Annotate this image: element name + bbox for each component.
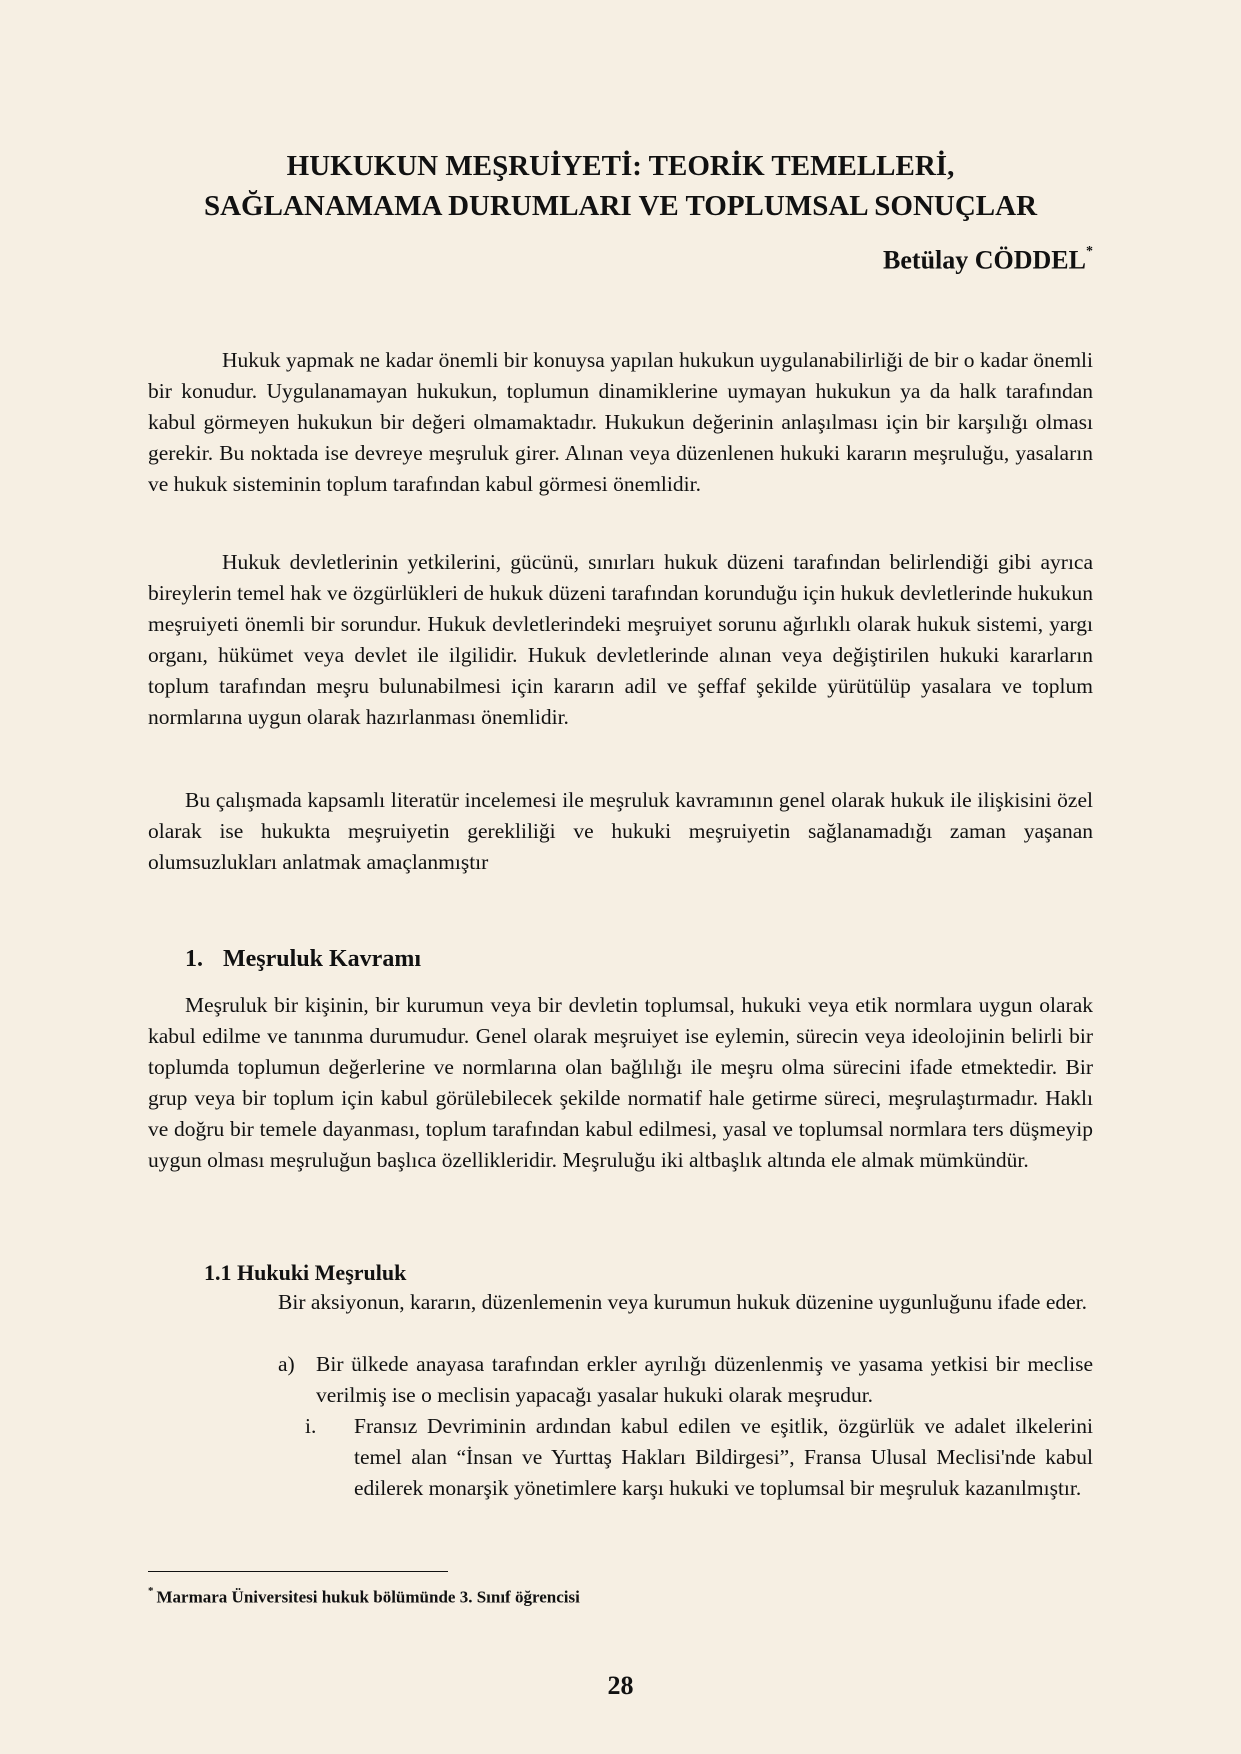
subsection-heading: 1.1 Hukuki Meşruluk xyxy=(204,1260,407,1285)
list-item-i xyxy=(305,1411,1093,1504)
list-marker-a: a) xyxy=(278,1352,295,1376)
section-paragraph: Meşruluk bir kişinin, bir kurumun veya bir devletin toplumsal, hukuki veya etik normlara uygun olarak kabul edilme ve tanınma durumudur. Genel olarak meşruiyet ise eylemin, sürecin veya ideolojinin belirli bir toplumda toplumun değerlerine ve normlarına olan bağlılığı ile meşru olma sürecini ifade etmektedir. Bir grup veya bir toplum için kabul görülebilecek şekilde normatif hale getirme süreci, meşrulaştırmadır. Haklı ve doğru bir temele dayanması, toplum tarafından kabul edilmesi, yasal ve toplumsal normlara ters düşmeyip uygun olması meşruluğun başlıca özellikleridir. Meşruluğu iki altbaşlık altında ele almak mümkündür. xyxy=(148,993,1093,1172)
title-line-1: HUKUKUN MEŞRUİYETİ: TEORİK TEMELLERİ, xyxy=(286,150,955,182)
footnote-text: Marmara Üniversitesi hukuk bölümünde 3. Sınıf öğrencisi xyxy=(156,1587,580,1607)
footnote-mark: * xyxy=(148,1585,154,1597)
author-footnote-mark: * xyxy=(1086,244,1093,259)
section-heading xyxy=(185,943,421,975)
abstract-paragraph-1: Hukuk yapmak ne kadar önemli bir konuysa yapılan hukukun uygulanabilirliği de bir o kadar önemli bir konudur. Uygulanamayan hukukun, toplumun dinamiklerine uymayan hukukun ya da halk tarafından kabul görmeyen hukukun bir değeri olmamaktadır. Hukukun değerinin anlaşılması için bir karşılığı olması gerekir. Bu noktada ise devreye meşruluk girer. Alınan veya düzenlenen hukuki kararın meşruluğu, yasaların ve hukuk sisteminin toplum tarafından kabul görmesi önemlidir. xyxy=(148,348,1093,496)
abstract-paragraph-3: Bu çalışmada kapsamlı literatür incelemesi ile meşruluk kavramının genel olarak hukuk ile ilişkisini özel olarak ise hukukta meşruiyetin gerekliliği ve hukuki meşruiyetin sağlanamadığı zaman yaşanan olumsuzlukları anlatmak amaçlanmıştır xyxy=(148,788,1093,874)
abstract-paragraph-2: Hukuk devletlerinin yetkilerini, gücünü, sınırları hukuk düzeni tarafından belirlendiği gibi ayrıca bireylerin temel hak ve özgürlükleri de hukuk düzeni tarafından korunduğu için hukuk devletlerinde hukukun meşruiyeti önemli bir sorundur. Hukuk devletlerindeki meşruiyet sorunu ağırlıklı olarak hukuk sistemi, yargı organı, hükümet veya devlet ile ilgilidir. Hukuk devletlerinde alınan veya değiştirilen hukuki kararların toplum tarafından meşru bulunabilmesi için kararın adil ve şeffaf şekilde yürütülüp yasalara ve toplum normlarına uygun olarak hazırlanması önemlidir. xyxy=(148,550,1093,729)
title-line-2: SAĞLANAMAMA DURUMLARI VE TOPLUMSAL SONUÇLAR xyxy=(203,190,1038,222)
list-text-i: Fransız Devriminin ardından kabul edilen ve eşitlik, özgürlük ve adalet ilkelerini temel alan “İnsan ve Yurttaş Hakları Bildirgesi”, Fransa Ulusal Meclisi'nde kabul edilerek monarşik yönetimlere karşı hukuki ve toplumsal bir meşruluk kazanılmıştır. xyxy=(354,1414,1093,1500)
footnote-divider xyxy=(148,1571,448,1572)
paper-title xyxy=(148,146,1093,226)
footnote xyxy=(148,1581,580,1610)
list-item-a xyxy=(278,1349,1093,1411)
list-text-a: Bir ülkede anayasa tarafından erkler ayrılığı düzenlenmiş ve yasama yetkisi bir meclise verilmiş ise o meclisin yapacağı yasalar hukuki olarak meşrudur. xyxy=(316,1352,1093,1407)
subsection-paragraph: Bir aksiyonun, kararın, düzenlemenin veya kurumun hukuk düzenine uygunluğunu ifade eder. xyxy=(278,1290,1088,1314)
section-number: 1. xyxy=(185,946,203,972)
author-name xyxy=(883,239,1093,278)
section-title: Meşruluk Kavramı xyxy=(223,946,421,972)
author-name-text: Betülay CÖDDEL xyxy=(883,245,1086,275)
list-marker-i: i. xyxy=(305,1414,317,1438)
page-number: 28 xyxy=(607,1671,634,1700)
